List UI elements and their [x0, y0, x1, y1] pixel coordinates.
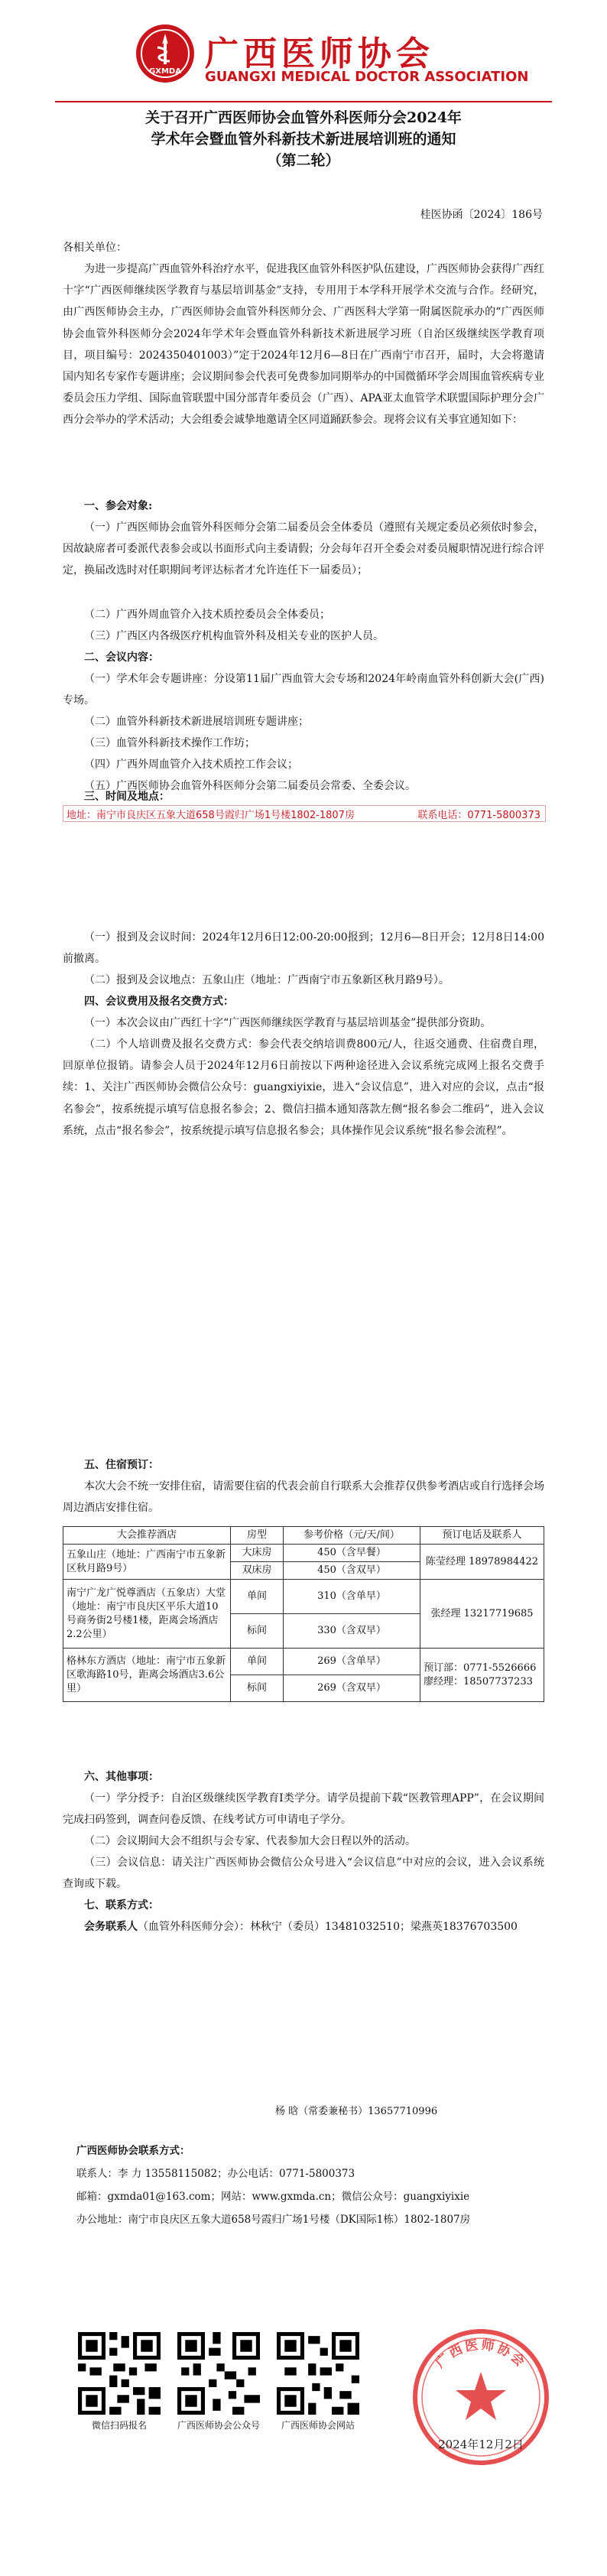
hotel-contact: 陈莹经理 18978984422	[420, 1545, 544, 1580]
room-type: 标间	[231, 1614, 284, 1649]
section-2-item-3: （三）血管外科新技术操作工作坊；	[84, 737, 255, 749]
wechat-account-qr-code-icon[interactable]	[177, 2332, 260, 2415]
section-2-item-1: （一）学术年会专题讲座：分设第11届广西血管大会专场和2024年岭南血管外科创新大会(广西)专场。	[63, 673, 544, 707]
room-price: 269（含双早）	[284, 1675, 420, 1702]
table-header: 房型	[231, 1527, 284, 1545]
table-row	[63, 1649, 544, 1675]
section-6-item-2: （二）会议期间大会不组织与会专家、代表参加大会日程以外的活动。	[84, 1835, 416, 1847]
notice-title-line1: 关于召开广西医师协会血管外科医师分会2024年	[145, 109, 462, 126]
document-number: 桂医协函〔2024〕186号	[420, 209, 543, 221]
section-5-note: 本次大会不统一安排住宿，请需要住宿的代表会前自行联系大会推荐仅供参考酒店或自行选择会场周边酒店安排住宿。	[63, 1480, 544, 1515]
room-price: 450（含早餐）	[284, 1545, 420, 1562]
qr-label: 广西医师协会网站	[281, 2420, 355, 2431]
section-2-heading: 二、会议内容：	[84, 651, 159, 664]
contact-label: 会务联系人	[84, 1921, 138, 1933]
section-1-item-2: （二）广西外周血管介入技术质控委员会全体委员；	[84, 609, 330, 621]
hotel-contact-line: 预订部：0771-5526666	[424, 1662, 537, 1674]
section-2-item-4: （四）广西外周血管介入技术质控工作会议；	[84, 759, 298, 771]
svg-text:GXMDA: GXMDA	[149, 67, 181, 76]
table-row	[63, 1545, 544, 1562]
svg-text:广西医师协会: 广西医师协会	[433, 2337, 529, 2372]
org-name-cn: 广西医师协会	[205, 34, 434, 73]
section-4-item-2: （二）个人培训费及报名交费方式：参会代表交纳培训费800元/人，往返交通费、住宿费自理，回原单位报销。请参会人员于2024年12月6日前按以下两种途径进入会议系统完成网上报名交费手续：1、关注广西医师协会微信公众号：guangxiyixie，进入“会议信息”，进入对应的会议，点击“报名参会”，按系统提示填写信息报名参会；2、微信扫描本通知落款左侧“报名参会二维码”，进入会议系统，点击“报名参会”，按系统提示填写信息报名参会；具体操作见会议系统“报名参会流程”。	[63, 1038, 544, 1137]
notice-title-line3: （第二轮）	[267, 152, 340, 169]
official-seal-icon	[408, 2324, 553, 2470]
callout-phone: 联系电话：0771-5800373	[417, 810, 540, 821]
callout-address: 地址：南宁市良庆区五象大道658号霞归广场1号楼1802-1807房	[67, 810, 355, 821]
room-type: 双床房	[231, 1562, 284, 1580]
hotel-contact	[420, 1649, 544, 1702]
section-4-item-1: （一）本次会议由广西红十字“广西医师继续医学教育与基层培训基金”提供部分资助。	[84, 1017, 492, 1029]
qr-label: 微信扫码报名	[91, 2420, 147, 2431]
hotel-name: 五象山庄（地址：广西南宁市五象新区秋月路9号）	[63, 1545, 231, 1580]
room-type: 标间	[231, 1675, 284, 1702]
section-2-item-2: （二）血管外科新技术新进展培训班专题讲座；	[84, 716, 309, 728]
table-header-row	[63, 1527, 544, 1545]
org-name-en: GUANGXI MEDICAL DOCTOR ASSOCIATION	[205, 69, 529, 85]
section-3-item-2: （二）报到及会议地点：五象山庄（地址：广西南宁市五象新区秋月路9号）。	[84, 974, 450, 986]
section-6-item-1: （一）学分授予：自治区级继续医学教育Ⅰ类学分。请学员提前下载“医教管理APP”，在会议期间完成扫码签到，调查问卷反馈、在线考试方可申请电子学分。	[63, 1792, 544, 1827]
section-7-contact	[63, 1916, 544, 1938]
section-6-item-3: （三）会议信息：请关注广西医师协会微信公众号进入“会议信息”中对应的会议，进入会议系统查询或下载。	[63, 1856, 544, 1891]
section-1-item-1: （一）广西医师协会血管外科医师分会第二届委员会全体委员（遵照有关规定委员必须依时参会，因故缺席者可委派代表参会或以书面形式向主委请假；分会每年召开全委会对委员履职情况进行综合评定，换届改选时对任职期间考评达标者才允许连任下一届委员）；	[63, 521, 544, 577]
section-6-heading: 六、其他事项：	[84, 1771, 159, 1783]
association-logo-icon	[135, 23, 196, 84]
section-1-heading: 一、参会对象:	[84, 500, 153, 512]
salutation: 各相关单位：	[63, 242, 127, 254]
hotel-contact: 张经理 13217719685	[420, 1580, 544, 1649]
notice-title-line2: 学术年会暨血管外科新技术新进展培训班的通知	[151, 131, 456, 148]
room-type: 单间	[231, 1580, 284, 1614]
section-4-heading: 四、会议费用及报名交费方式：	[84, 996, 234, 1008]
svg-text:2024年12月2日: 2024年12月2日	[438, 2438, 524, 2451]
room-type: 大床房	[231, 1545, 284, 1562]
table-header: 参考价格（元/天/间）	[284, 1527, 420, 1545]
registration-qr-code-icon[interactable]	[78, 2332, 161, 2415]
letterhead-divider	[55, 101, 552, 102]
association-contact-line2: 邮箱：gxmda01@163.com；网站：www.gxmda.cn；微信公众号：guangxiyixie	[76, 2191, 470, 2203]
hotel-name: 格林东方酒店（地址：南宁市五象新区歌海路10号，距离会场酒店3.6公里）	[63, 1649, 231, 1702]
hotel-table	[63, 1526, 544, 1702]
room-price: 450（含双早）	[284, 1562, 420, 1580]
table-row	[63, 1580, 544, 1614]
table-header: 大会推荐酒店	[63, 1527, 231, 1545]
association-contact-line1: 联系人：李 力 13558115082；办公电话：0771-5800373	[76, 2168, 355, 2180]
qr-label: 广西医师协会公众号	[177, 2420, 260, 2431]
hotel-name: 南宁广龙广悦尊酒店（五象店）大堂（地址：南宁市良庆区平乐大道10号商务街2号楼1楼，距离会场酒店2.2公里）	[63, 1580, 231, 1649]
association-contact-heading: 广西医师协会联系方式：	[76, 2145, 190, 2157]
intro-paragraph: 为进一步提高广西血管外科治疗水平，促进我区血管外科医护队伍建设，广西医师协会获得广西红十字“广西医师继续医学教育与基层培训基金”支持，专用用于本学科开展学术交流与合作。经研究，由广西医师协会主办，广西医师协会血管外科医师分会、广西医科大学第一附属医院承办的“广西医师协会血管外科医师分会2024年学术年会暨血管外科新技术新进展学习班（自治区级继续医学教育项目，项目编号：2024350401003）”定于2024年12月6—8日在广西南宁市召开，届时，大会将邀请国内知名专家作专题讲座；会议期间参会代表可免费参加同期举办的中国微循环学会周围血管疾病专业委员会压力学组、国际血管联盟中国分部青年委员会（广西）、APA亚太血管学术联盟国际护理分会广西分会举办的学术活动；大会组委会诚挚地邀请全区同道踊跃参会。现将会议有关事宜通知如下：	[63, 263, 544, 427]
hotel-contact-line: 廖经理：18507737233	[424, 1675, 533, 1688]
section-2-item-5: （五）广西医师协会血管外科医师分会第二届委员会常委、全委会议。	[84, 780, 416, 792]
contact-text: （血管外科医师分会）：林秋宁（委员）13481032510；梁燕英18376703500	[138, 1921, 518, 1933]
association-contact-line3: 办公地址：南宁市良庆区五象大道658号霞归广场1号楼（DK国际1栋）1802-1807房	[76, 2214, 471, 2226]
address-callout-box	[63, 805, 546, 822]
room-price: 310（含单早）	[284, 1580, 420, 1614]
room-price: 330（含双早）	[284, 1614, 420, 1649]
section-1-item-3: （三）广西区内各级医疗机构血管外科及相关专业的医护人员。	[84, 630, 384, 642]
table-header: 预订电话及联系人	[420, 1527, 544, 1545]
section-3-heading: 三、时间及地点：	[84, 791, 170, 803]
room-type: 单间	[231, 1649, 284, 1675]
room-price: 269（含单早）	[284, 1649, 420, 1675]
signoff-secretary: 杨 晗（常委兼秘书）13657710996	[275, 2106, 438, 2117]
section-7-heading: 七、联系方式：	[84, 1899, 159, 1912]
letterhead	[0, 14, 607, 98]
section-3-item-1: （一）报到及会议时间：2024年12月6日12:00-20:00报到；12月6—8日开会；12月8日14:00前撤离。	[63, 931, 544, 966]
section-5-heading: 五、住宿预订：	[84, 1459, 159, 1471]
website-qr-code-icon[interactable]	[277, 2332, 359, 2415]
